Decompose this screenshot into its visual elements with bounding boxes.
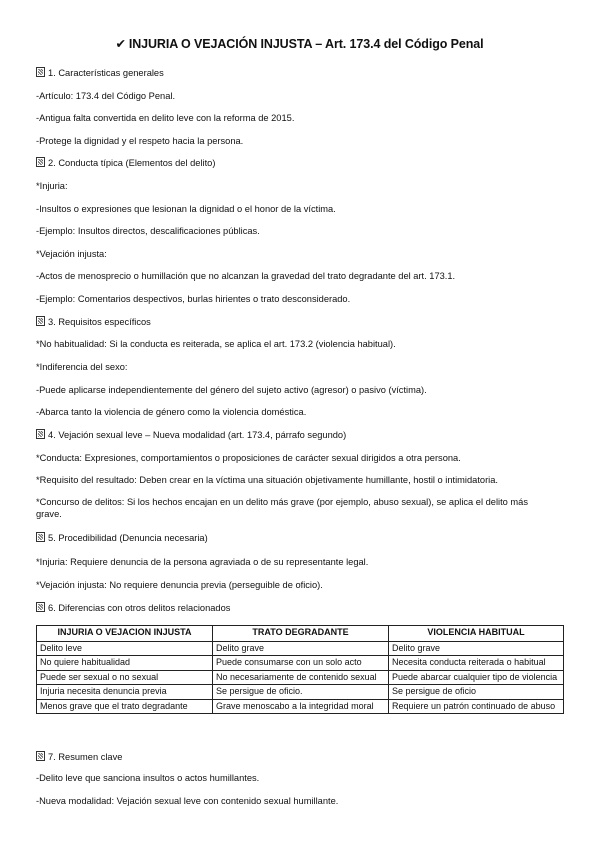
table-cell: Puede consumarse con un solo acto [213, 656, 389, 671]
line-text: 7. Resumen clave [48, 752, 123, 762]
text-line [36, 293, 350, 305]
line-text: *Indiferencia del sexo: [36, 362, 128, 372]
text-line [36, 384, 427, 396]
line-text: 5. Procedibilidad (Denuncia necesaria) [48, 533, 208, 543]
bullet-box-icon [36, 67, 45, 77]
line-text: -Delito leve que sanciona insultos o actos humillantes. [36, 773, 260, 783]
table-cell: Se persigue de oficio [389, 685, 564, 700]
table-cell: Delito leve [37, 641, 213, 656]
table-header-cell: TRATO DEGRADANTE [213, 626, 389, 642]
line-text: 2. Conducta típica (Elementos del delito) [48, 158, 216, 168]
line-text: -Ejemplo: Comentarios despectivos, burlas hirientes o trato desconsiderado. [36, 294, 351, 304]
text-line [36, 338, 396, 350]
text-line [36, 203, 336, 215]
line-text: 1. Características generales [48, 68, 164, 78]
line-text: -Antigua falta convertida en delito leve con la reforma de 2015. [36, 113, 295, 123]
bullet-box-icon [36, 751, 45, 761]
line-text: -Artículo: 173.4 del Código Penal. [36, 91, 176, 101]
bullet-box-icon [36, 157, 45, 167]
text-line [36, 772, 259, 784]
table-cell: Injuria necesita denuncia previa [37, 685, 213, 700]
text-line [36, 361, 127, 373]
bullet-box-icon [36, 316, 45, 326]
bullet-box-icon [36, 602, 45, 612]
page-title-text: INJURIA O VEJACIÓN INJUSTA – Art. 173.4 del Código Penal [128, 37, 484, 51]
text-line [36, 579, 323, 591]
table-row [37, 685, 564, 700]
line-text: 4. Vejación sexual leve – Nueva modalidad (art. 173.4, párrafo segundo) [48, 430, 347, 440]
bullet-box-icon [36, 429, 45, 439]
text-line [36, 248, 107, 260]
table-cell: No quiere habitualidad [37, 656, 213, 671]
table-row [37, 641, 564, 656]
line-text: *Conducta: Expresiones, comportamientos o proposiciones de carácter sexual dirigidos a otra persona. [36, 453, 461, 463]
table-row [37, 699, 564, 714]
line-text: *Vejación injusta: [36, 249, 107, 259]
table-cell: Necesita conducta reiterada o habitual [389, 656, 564, 671]
section-heading [36, 429, 346, 441]
table-cell: Grave menoscabo a la integridad moral [213, 699, 389, 714]
comparison-table [36, 625, 564, 714]
bullet-box-icon [36, 532, 45, 542]
table-row [37, 656, 564, 671]
line-text: 3. Requisitos específicos [48, 317, 151, 327]
line-text: -Insultos o expresiones que lesionan la dignidad o el honor de la víctima. [36, 204, 336, 214]
table-cell: No necesariamente de contenido sexual [213, 670, 389, 685]
table-cell: Delito grave [213, 641, 389, 656]
line-text: -Protege la dignidad y el respeto hacia la persona. [36, 136, 244, 146]
check-icon: ✔ [115, 37, 126, 51]
section-heading [36, 316, 151, 328]
table-cell: Menos grave que el trato degradante [37, 699, 213, 714]
section-heading [36, 67, 164, 79]
section-heading [36, 532, 208, 544]
text-line [36, 225, 260, 237]
line-text: *Injuria: [36, 181, 68, 191]
table-cell: Puede ser sexual o no sexual [37, 670, 213, 685]
text-line [36, 90, 175, 102]
table-cell: Se persigue de oficio. [213, 685, 389, 700]
line-text: -Ejemplo: Insultos directos, descalificaciones públicas. [36, 226, 260, 236]
text-line [36, 406, 306, 418]
text-line [36, 112, 294, 124]
line-text: -Actos de menosprecio o humillación que no alcanzan la gravedad del trato degradante del art. 173.1. [36, 271, 456, 281]
line-text: -Nueva modalidad: Vejación sexual leve con contenido sexual humillante. [36, 796, 339, 806]
line-text: 6. Diferencias con otros delitos relacionados [48, 603, 231, 613]
table-cell: Requiere un patrón continuado de abuso [389, 699, 564, 714]
line-text: *No habitualidad: Si la conducta es reiterada, se aplica el art. 173.2 (violencia habitual). [36, 339, 396, 349]
line-text: *Injuria: Requiere denuncia de la persona agraviada o de su representante legal. [36, 557, 369, 567]
line-text: -Puede aplicarse independientemente del género del sujeto activo (agresor) o pasivo (víctima). [36, 385, 427, 395]
text-line [36, 496, 556, 520]
section-heading [36, 157, 215, 169]
section-heading [36, 602, 230, 614]
text-line [36, 452, 461, 464]
table-header-cell: VIOLENCIA HABITUAL [389, 626, 564, 642]
line-text: *Requisito del resultado: Deben crear en la víctima una situación objetivamente humillante, hostil o intimidatoria. [36, 475, 498, 485]
table-row [37, 670, 564, 685]
page-title [0, 36, 599, 51]
table-cell: Puede abarcar cualquier tipo de violencia [389, 670, 564, 685]
line-text: -Abarca tanto la violencia de género como la violencia doméstica. [36, 407, 307, 417]
text-line [36, 180, 68, 192]
text-line [36, 795, 338, 807]
line-text: *Concurso de delitos: Si los hechos encajan en un delito más grave (por ejemplo, abuso sexual), se aplica el delito más grave. [36, 497, 528, 519]
text-line [36, 474, 498, 486]
text-line [36, 556, 368, 568]
line-text: *Vejación injusta: No requiere denuncia previa (perseguible de oficio). [36, 580, 323, 590]
table-header-cell: INJURIA O VEJACION INJUSTA [37, 626, 213, 642]
section-heading [36, 751, 122, 763]
text-line [36, 270, 455, 282]
table-cell: Delito grave [389, 641, 564, 656]
table-header-row [37, 626, 564, 642]
text-line [36, 135, 243, 147]
